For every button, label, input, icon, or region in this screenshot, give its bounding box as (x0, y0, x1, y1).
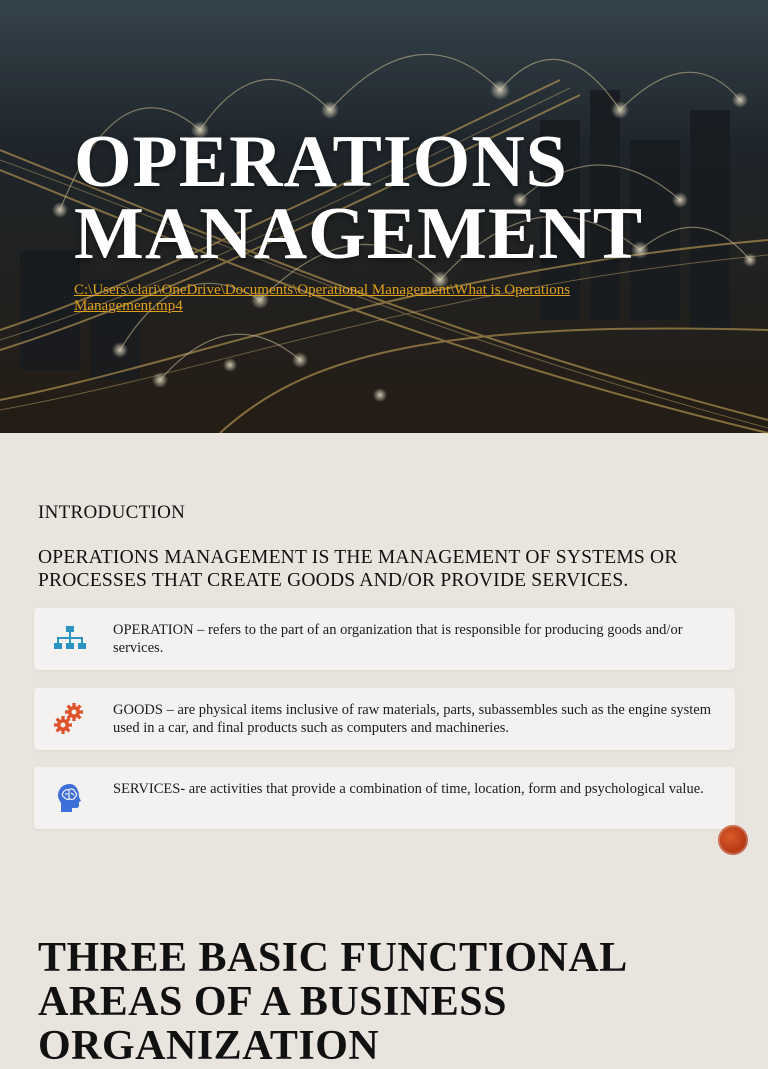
slide-orb-decoration (718, 825, 748, 855)
presentation-title (74, 121, 644, 275)
title-slide (0, 0, 768, 433)
operation-card (34, 608, 735, 670)
brain-head-icon (52, 781, 88, 815)
functional-areas-title: THREE BASIC FUNCTIONAL AREAS OF A BUSINESS ORGANIZATION (38, 935, 626, 1069)
goods-card (34, 688, 735, 750)
operations-management-definition: OPERATIONS MANAGEMENT IS THE MANAGEMENT OF SYSTEMS OR PROCESSES THAT CREATE GOODS AND/OR PROVIDE SERVICES. (38, 547, 678, 591)
introduction-heading: INTRODUCTION (38, 502, 186, 523)
hierarchy-icon (52, 622, 88, 656)
video-file-link[interactable]: C:\Users\clari\OneDrive\Documents\Operational Management\What is Operations Management.mp4 (74, 282, 571, 314)
goods-definition: GOODS – are physical items inclusive of raw materials, parts, subassembles such as the engine system used in a car, and final products such as computers and machineries. (113, 702, 711, 736)
title-line-1: OPERATIONS (74, 121, 568, 203)
title-line-2: MANAGEMENT (74, 193, 644, 275)
operation-definition: OPERATION – refers to the part of an organization that is responsible for producing goods and/or services. (113, 622, 683, 656)
services-definition: SERVICES- are activities that provide a combination of time, location, form and psychological value. (113, 781, 704, 797)
gears-icon (52, 702, 88, 736)
services-card (34, 767, 735, 829)
